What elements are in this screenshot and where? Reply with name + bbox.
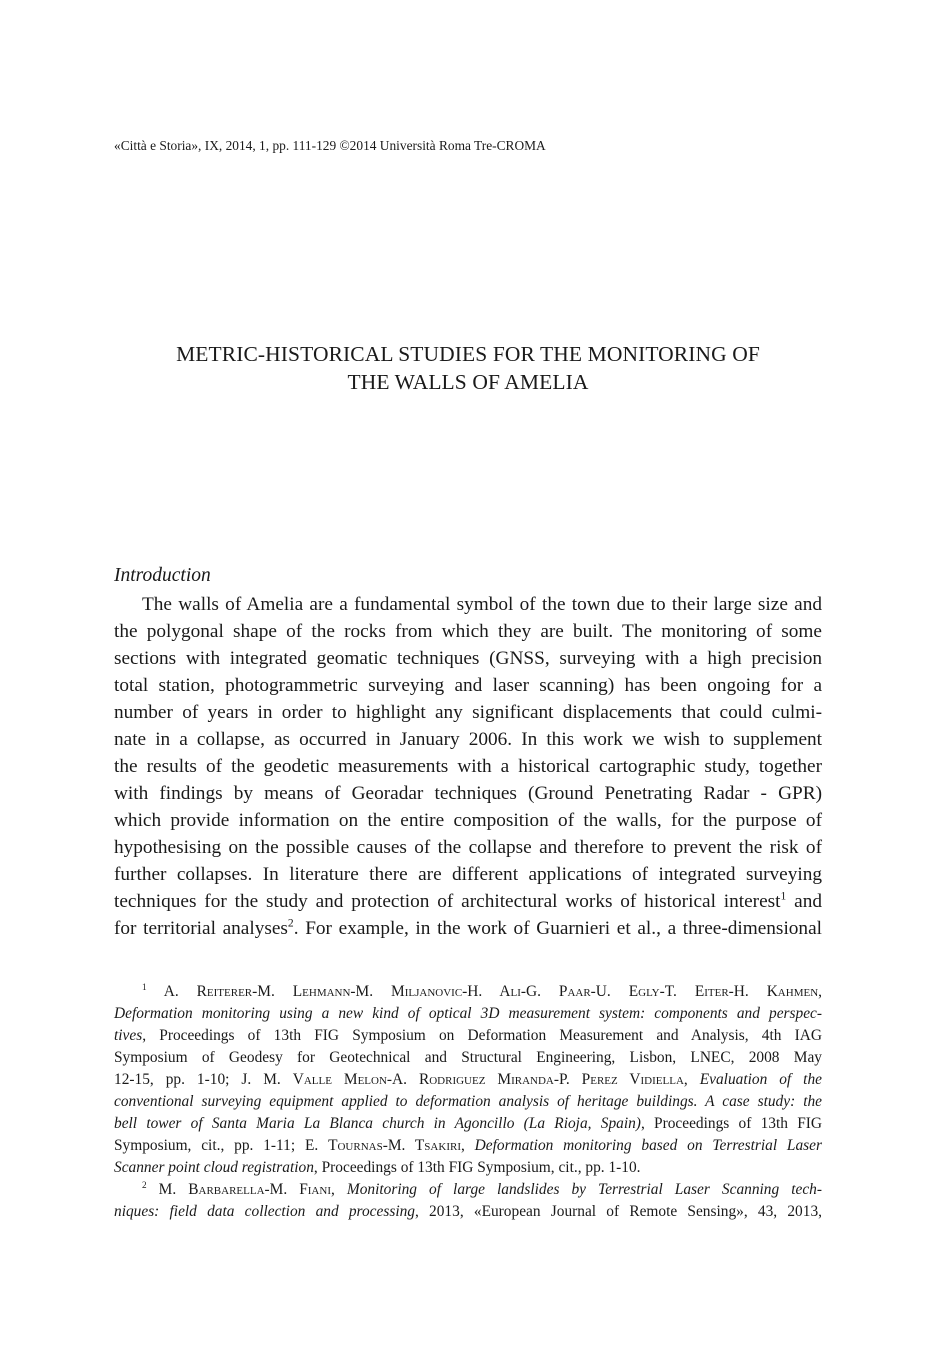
footnote-title: niques: field data collection and processing bbox=[114, 1203, 415, 1220]
footnote-1-line bbox=[114, 1135, 822, 1157]
footnote-title: bell tower of Santa Maria La Blanca church in Agoncillo (La Rioja, Spain) bbox=[114, 1115, 641, 1132]
footnote-text: , bbox=[331, 1181, 347, 1198]
body-line: hypothesising on the possible causes of the collapse and therefore to prevent the risk of bbox=[114, 837, 822, 858]
footnote-text: , bbox=[460, 1137, 475, 1154]
footnote-ref-1[interactable]: 1 bbox=[780, 889, 787, 903]
footnote-1-line: conventional surveying equipment applied to deformation analysis of heritage buildings. A case study: the bbox=[114, 1093, 822, 1110]
body-text-segment: for territorial analyses bbox=[114, 918, 288, 939]
footnote-text: , Proceedings of 13th FIG Symposium on Deformation Measurement and Analysis, 4th IAG bbox=[142, 1027, 822, 1044]
footnote-marker-2: 2 bbox=[142, 1179, 147, 1190]
body-line: sections with integrated geomatic techniques (GNSS, surveying with a high precision bbox=[114, 648, 822, 669]
footnote-title: Monitoring of large landslides by Terrestrial Laser Scanning tech- bbox=[346, 1181, 822, 1198]
footnote-title: Deformation monitoring based on Terrestrial Laser bbox=[474, 1137, 822, 1154]
footnote-2-line bbox=[114, 1179, 822, 1201]
body-text-segment: and bbox=[786, 891, 822, 912]
body-text-segment: . For example, in the work of Guarnieri et al., a three-dimensional bbox=[293, 918, 822, 939]
body-line: the results of the geodetic measurements with a historical cartographic study, together bbox=[114, 756, 822, 777]
footnote-authors: Tournas-M. Tsakiri bbox=[328, 1137, 461, 1154]
footnote-authors: Valle Melon-A. Rodriguez Miranda-P. Perez Vidiella bbox=[292, 1071, 684, 1088]
footnote-text: , 2013, «European Journal of Remote Sensing», 43, 2013, bbox=[414, 1203, 822, 1220]
footnote-1-line bbox=[114, 981, 822, 1003]
body-line bbox=[114, 888, 822, 915]
footnote-text: A. bbox=[146, 983, 197, 1000]
body-line: nate in a collapse, as occurred in January 2006. In this work we wish to supplement bbox=[114, 729, 822, 750]
footnote-1-line bbox=[114, 1113, 822, 1135]
footnote-authors: Reiterer-M. Lehmann-M. Miljanovic-H. Ali-G. Paar-U. Egly-T. Eiter-H. Kahmen bbox=[196, 983, 819, 1000]
footnote-text: , Proceedings of 13th FIG bbox=[640, 1115, 822, 1132]
footnote-1-line: Deformation monitoring using a new kind of optical 3D measurement system: components and perspec- bbox=[114, 1005, 822, 1022]
footnote-title: Evaluation of the bbox=[699, 1071, 822, 1088]
body-line: further collapses. In literature there are different applications of integrated surveying bbox=[114, 864, 822, 885]
footnotes bbox=[114, 981, 822, 1223]
footnote-text: Symposium, cit., pp. 1-11; E. bbox=[114, 1137, 329, 1154]
footnote-text: 12-15, pp. 1-10; J. M. bbox=[114, 1071, 293, 1088]
body-line: number of years in order to highlight any significant displacements that could culmi- bbox=[114, 702, 822, 723]
footnote-1-line bbox=[114, 1069, 822, 1091]
article-title-line: METRIC-HISTORICAL STUDIES FOR THE MONITORING OF bbox=[176, 342, 760, 366]
footnote-title: Scanner point cloud registration bbox=[114, 1159, 314, 1176]
body-text-segment: techniques for the study and protection of architectural works of historical interest bbox=[114, 891, 781, 912]
body-line: The walls of Amelia are a fundamental symbol of the town due to their large size and bbox=[142, 594, 822, 615]
footnote-title: tives bbox=[114, 1027, 143, 1044]
footnote-2-line bbox=[114, 1201, 822, 1223]
footnote-1-line: Symposium of Geodesy for Geotechnical and Structural Engineering, Lisbon, LNEC, 2008 May bbox=[114, 1049, 822, 1066]
body-line: total station, photogrammetric surveying and laser scanning) has been ongoing for a bbox=[114, 675, 822, 696]
footnote-authors: Barbarella-M. Fiani bbox=[188, 1181, 331, 1198]
footnote-1-line bbox=[114, 1025, 822, 1047]
footnote-text: , bbox=[683, 1071, 700, 1088]
article-title-line: THE WALLS OF AMELIA bbox=[347, 370, 589, 394]
body-line: which provide information on the entire composition of the walls, for the purpose of bbox=[114, 810, 822, 831]
running-head: «Città e Storia», IX, 2014, 1, pp. 111-129 ©2014 Università Roma Tre-CROMA bbox=[114, 138, 546, 153]
body-line: the polygonal shape of the rocks from which they are built. The monitoring of some bbox=[114, 621, 822, 642]
footnote-1-line bbox=[114, 1157, 822, 1179]
footnote-text: M. bbox=[146, 1181, 189, 1198]
footnote-text: , Proceedings of 13th FIG Symposium, cit., pp. 1-10. bbox=[313, 1159, 641, 1176]
body-line bbox=[114, 915, 822, 942]
section-heading-introduction: Introduction bbox=[114, 565, 211, 586]
footnote-marker-1: 1 bbox=[142, 981, 147, 992]
article-title bbox=[114, 340, 822, 396]
footnote-text: , bbox=[818, 983, 823, 1000]
body-line: with findings by means of Georadar techniques (Ground Penetrating Radar - GPR) bbox=[114, 783, 822, 804]
body-paragraph bbox=[114, 591, 822, 942]
footnote-ref-2[interactable]: 2 bbox=[287, 916, 294, 930]
